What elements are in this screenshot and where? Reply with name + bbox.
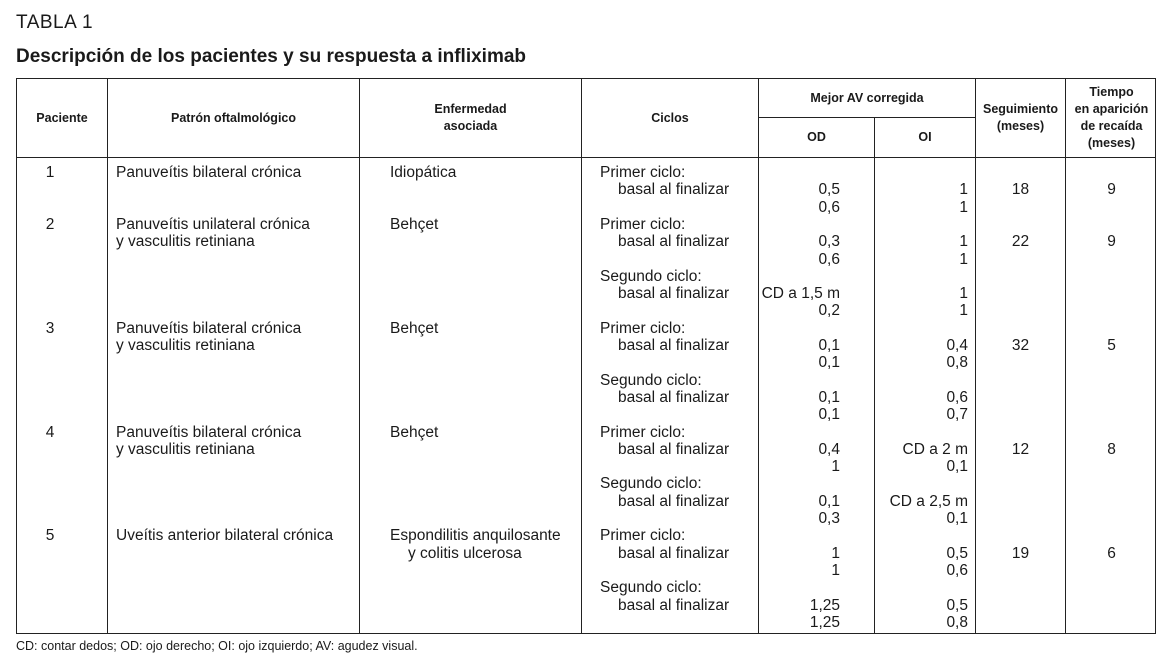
od-final: 1: [831, 458, 840, 476]
cycle-subtitle: basal al finalizar: [618, 337, 730, 354]
oi-baseline: CD a 2 m: [902, 440, 968, 458]
relapse-months: 6: [1107, 544, 1116, 562]
header-mejor-av: Mejor AV corregida: [810, 90, 924, 105]
follow-up-months: 12: [1011, 440, 1030, 458]
oi-baseline: 0,5: [946, 544, 968, 562]
oi-final: 0,8: [946, 613, 968, 631]
cycle-name: Primer ciclo:: [600, 319, 686, 337]
cycle-subtitle: basal al finalizar: [618, 233, 730, 251]
cycle-name: Segundo ciclo:: [600, 579, 702, 597]
od-baseline: 0,1: [818, 337, 840, 354]
patient-number: 1: [45, 164, 55, 181]
oi-baseline: CD a 2,5 m: [889, 492, 968, 510]
od-baseline: 1: [831, 544, 840, 562]
header-enfermedad: Enfermedad asociada: [434, 102, 507, 133]
cycle-name: Segundo ciclo:: [600, 371, 702, 389]
od-final: 0,1: [818, 406, 840, 424]
od-final: 0,3: [818, 510, 840, 527]
header-tiempo: Tiempo en aparición de recaída (meses): [1074, 85, 1149, 150]
oi-final: 1: [959, 250, 968, 268]
relapse-months: 9: [1107, 181, 1116, 199]
disease-text: Behçet: [390, 319, 439, 337]
od-baseline: 1,25: [809, 596, 840, 614]
pattern-text: Panuveítis bilateral crónica: [116, 423, 302, 441]
header-seguimiento: Seguimiento (meses): [982, 102, 1058, 133]
od-final: 0,2: [818, 302, 840, 320]
table-label: TABLA 1: [16, 12, 94, 33]
cycle-subtitle: basal al finalizar: [618, 544, 730, 562]
header-oi: OI: [918, 130, 932, 144]
cycle-name: Primer ciclo:: [600, 527, 686, 545]
od-final: 0,6: [818, 250, 840, 268]
disease-text: Behçet: [390, 423, 439, 441]
oi-baseline: 0,5: [946, 596, 968, 614]
cycle-subtitle: basal al finalizar: [618, 181, 730, 199]
oi-final: 1: [959, 198, 968, 216]
oi-baseline: 1: [959, 285, 968, 303]
header-od: OD: [807, 130, 826, 144]
od-baseline: 0,4: [818, 440, 840, 458]
pattern-text: Panuveítis unilateral crónica: [116, 215, 310, 233]
od-baseline: 0,1: [818, 388, 840, 406]
relapse-months: 8: [1107, 440, 1116, 458]
oi-baseline: 0,4: [946, 337, 968, 354]
patient-number: 4: [45, 423, 55, 441]
cycle-name: Segundo ciclo:: [600, 267, 702, 285]
column-divider: [359, 79, 360, 633]
header-ciclos: Ciclos: [651, 110, 689, 125]
cycle-subtitle: basal al finalizar: [618, 440, 730, 458]
oi-final: 0,1: [946, 510, 968, 527]
header-paciente: Paciente: [36, 110, 88, 125]
oi-final: 0,1: [946, 458, 968, 476]
follow-up-months: 22: [1011, 233, 1030, 251]
relapse-months: 5: [1107, 337, 1116, 354]
relapse-months: 9: [1107, 233, 1116, 251]
cycle-name: Primer ciclo:: [600, 164, 686, 181]
cycle-subtitle: basal al finalizar: [618, 388, 730, 406]
patient-number: 3: [45, 319, 55, 337]
patient-number: 2: [45, 215, 55, 233]
od-baseline: 0,3: [818, 233, 840, 251]
column-divider: [581, 79, 582, 633]
disease-text: Behçet: [390, 215, 439, 233]
od-baseline: 0,1: [818, 492, 840, 510]
od-final: 1: [831, 561, 840, 579]
column-divider: [107, 79, 108, 633]
oi-baseline: 1: [959, 181, 968, 199]
od-final: 0,6: [818, 198, 840, 216]
header-divider: [17, 157, 1155, 158]
cycle-name: Segundo ciclo:: [600, 475, 702, 493]
cycle-subtitle: basal al finalizar: [618, 596, 730, 614]
pattern-text: Panuveítis bilateral crónica: [116, 319, 302, 337]
cycle-name: Primer ciclo:: [600, 215, 686, 233]
follow-up-months: 19: [1011, 544, 1030, 562]
pattern-text: Panuveítis bilateral crónica: [116, 164, 302, 181]
od-baseline: 0,5: [818, 181, 840, 199]
oi-baseline: 1: [959, 233, 968, 251]
disease-text: Idiopática: [390, 164, 457, 181]
cycle-subtitle: basal al finalizar: [618, 285, 730, 303]
cycle-name: Primer ciclo:: [600, 423, 686, 441]
od-baseline: CD a 1,5 m: [761, 285, 840, 303]
footnote: CD: contar dedos; OD: ojo derecho; OI: ojo izquierdo; AV: agudez visual.: [16, 639, 418, 653]
oi-final: 0,6: [946, 561, 968, 579]
follow-up-months: 18: [1011, 181, 1030, 199]
oi-baseline: 0,6: [946, 388, 968, 406]
pattern-text: y vasculitis retiniana: [116, 337, 255, 354]
disease-text: y colitis ulcerosa: [408, 544, 522, 562]
follow-up-months: 32: [1011, 337, 1030, 354]
od-final: 1,25: [809, 613, 840, 631]
pattern-text: Uveítis anterior bilateral crónica: [116, 527, 334, 545]
cycle-subtitle: basal al finalizar: [618, 492, 730, 510]
pattern-text: y vasculitis retiniana: [116, 440, 255, 458]
patient-number: 5: [45, 527, 55, 545]
oi-final: 0,7: [946, 406, 968, 424]
patients-table: [16, 78, 1156, 634]
od-final: 0,1: [818, 354, 840, 372]
disease-text: Espondilitis anquilosante: [390, 527, 561, 545]
header-patron: Patrón oftalmológico: [171, 110, 296, 125]
pattern-text: y vasculitis retiniana: [116, 233, 255, 251]
table-title: Descripción de los pacientes y su respuesta a infliximab: [16, 46, 527, 67]
oi-final: 0,8: [946, 354, 968, 372]
oi-final: 1: [959, 302, 968, 320]
